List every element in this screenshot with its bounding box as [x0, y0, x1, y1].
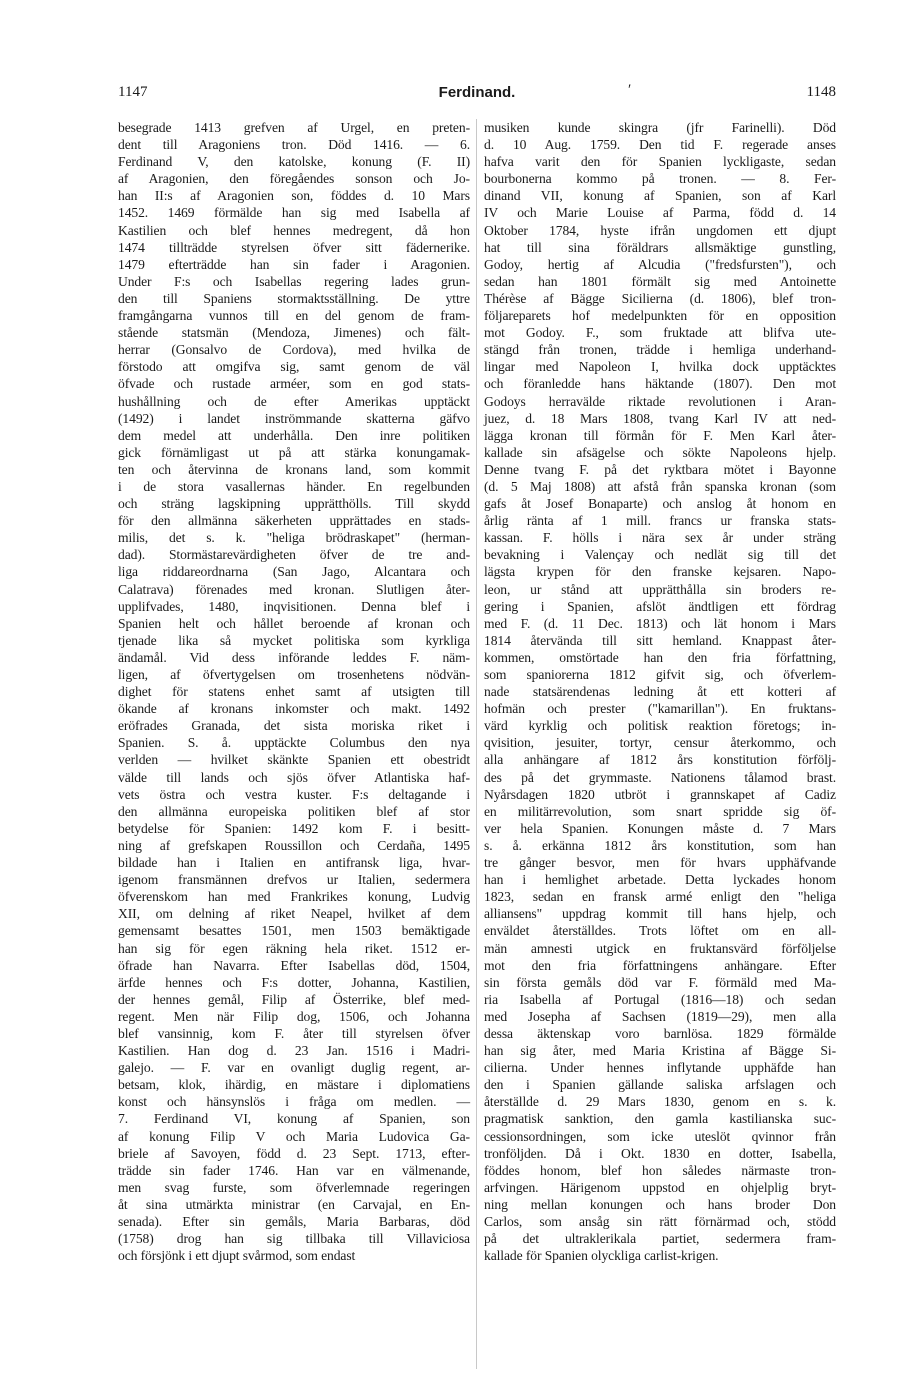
text-line: galejo. — F. var en ovanligt duglig regent, ar- [118, 1060, 470, 1076]
text-line: juez, d. 18 Mars 1808, tvang Karl IV att ned- [484, 410, 836, 426]
text-line: sin första gemåls död var F. förmäld med Ma- [484, 974, 836, 990]
text-line: cessionsordningen, som icke uteslöt qvinnor från [484, 1128, 836, 1144]
text-line: musiken kunde skingra (jfr Farinelli). Död [484, 120, 836, 135]
text-line: Thérèse af Bägge Sicilierna (d. 1806), blef tron- [484, 290, 836, 306]
text-line: besegrade 1413 grefven af Urgel, en preten- [118, 120, 470, 135]
text-line: i de stora vasallernas händer. En regelbunden [118, 478, 470, 494]
text-line: den allmänna europeiska politiken blef af stor [118, 803, 470, 819]
text-line: och försjönk i ett djupt svårmod, som endast [118, 1248, 356, 1264]
text-line: dad). Stormästarevärdigheten öfver de tre and- [118, 547, 470, 563]
text-line: hushållning och de efter Amerikas upptäckt [118, 393, 470, 409]
text-line: årlig ränta af 1 mill. francs ur franska stats- [484, 513, 836, 529]
text-line: den i Spanien gällande saliska arfslagen och [484, 1077, 836, 1093]
text-line: ärfde hennes och F:s dotter, Johanna, Kastilien, [118, 974, 470, 990]
text-line: trädde sin fader 1746. Han var en välmenande, [118, 1162, 470, 1178]
text-line: herrar (Gonsalvo de Cordova), med hvilka de [118, 342, 470, 358]
text-line: ning af grefskapen Roussillon och Cerdaña, 1495 [118, 837, 470, 853]
text-line: blef vansinnig, kom F. åter till styrelsen öfver [118, 1025, 470, 1041]
text-line: nade statsärendenas ledning åt ett kotteri af [484, 684, 836, 700]
text-line: Under F:s och Isabellas regering lades grun- [118, 273, 470, 289]
text-line: Godoy, hertig af Alcudia ("fredsfursten"), och [484, 256, 836, 272]
text-line: stående statsmän (Mendoza, Jimenes) och fält- [118, 325, 470, 341]
text-line: tronföljden. Då i Okt. 1830 en dotter, Isabella, [484, 1145, 836, 1161]
text-line: ten och återvinna de kronans land, som kommit [118, 461, 470, 477]
text-line: ökande af kronans inkomster och makt. 1492 [118, 701, 470, 717]
text-line: betsam, klok, ihärdig, en mästare i diplomatiens [118, 1077, 470, 1093]
text-line: Oktober 1784, hyste ifrån ungdomen ett djupt [484, 222, 836, 238]
page-number-right: 1148 [806, 84, 836, 100]
text-line: men svag furste, som öfverlemnade regeringen [118, 1179, 470, 1195]
text-line: Spanien helt och hållet beroende af kronan och [118, 615, 470, 631]
text-line: med F. (d. 11 Dec. 1813) och lät honom i Mars [484, 615, 836, 631]
text-line: ver hela Spanien. Konungen måste d. 7 Mars [484, 820, 836, 836]
text-line: hafva varit den för Spanien lyckligaste, sedan [484, 154, 836, 170]
text-line: tre gånger besvor, men för hvars upphäfvande [484, 855, 836, 871]
text-line: af konung Filip V och Maria Ludovica Ga- [118, 1128, 470, 1144]
text-line: 1474 tillträdde styrelsen öfver sitt fädernerike. [118, 239, 470, 255]
text-line: stängd från tronen, trädde i hemliga underhand- [484, 342, 836, 358]
text-line: ria Isabella af Portugal (1816—18) och sedan [484, 991, 836, 1007]
text-line: regent. Men när Filip dog, 1506, och Johanna [118, 1008, 470, 1024]
text-line: cilierna. Under hennes inflytande upphäfde han [484, 1060, 836, 1076]
text-line: der hennes gemål, Filip af Österrike, blef med- [118, 991, 470, 1007]
text-line: milis, det s. k. "heliga brödraskapet" (herman- [118, 530, 470, 546]
text-line: arfvingen. Härigenom uppstod en ohjelplig bryt- [484, 1179, 836, 1195]
text-line: mot Godoy. F., som fruktade att blifva ute- [484, 325, 836, 341]
text-line: Denne tvang F. på det ryktbara mötet i Bayonne [484, 461, 836, 477]
text-line: kallade sin afsägelse och sökte Napoleons hjelp. [484, 444, 836, 460]
text-line: mot den fria författningens anhängare. Efter [484, 957, 836, 973]
text-line: hat till sina föräldrars allsmäktige gunstling, [484, 239, 836, 255]
text-line: dent till Aragoniens tron. Död 1416. — 6. [118, 137, 470, 153]
text-line: 1814 återvända till sitt hemland. Knappast åter- [484, 632, 836, 648]
text-line: åt sina utmärkta ministrar (en Carvajal, en En- [118, 1196, 470, 1212]
text-line: välde till lands och sjös öfver Atlantiska haf- [118, 769, 470, 785]
text-line: män amnesti utgick en fruktansvärd förföljelse [484, 940, 836, 956]
text-line: s. å. erkänna 1812 års konstitution, som han [484, 837, 836, 853]
text-line: kommen, omstörtade han den fria författning, [484, 649, 836, 665]
text-line: en militärrevolution, som snart spridde sig öf- [484, 803, 836, 819]
page-number-left: 1147 [118, 84, 148, 100]
text-line: och föranledde hans häktande (1807). Den mot [484, 376, 836, 392]
running-title: Ferdinand. [438, 84, 516, 101]
text-line: sedan han 1801 förmält sig med Antoinette [484, 273, 836, 289]
text-line: han sig åter, med Maria Kristina af Bägge Si- [484, 1043, 836, 1059]
text-line: des på det grymmaste. Nationens tålamod brast. [484, 769, 836, 785]
text-line: lägga kronan till förmån för F. Men Karl åter- [484, 427, 836, 443]
text-line: framgångarna vunnos till en del genom de fram- [118, 308, 470, 324]
text-line: Ferdinand V, den katolske, konung (F. II) [118, 154, 470, 170]
stray-mark: ′ [628, 82, 632, 98]
text-line: öfvade och rustade arméer, som en god stats- [118, 376, 470, 392]
text-line: tjenade lika så mycket politiska som kyrkliga [118, 632, 470, 648]
text-line: bevakning i Valençay och nedlät sig till det [484, 547, 836, 563]
text-line: (1758) drog han sig tillbaka till Villaviciosa [118, 1231, 470, 1247]
text-line: dinand VII, konung af Spanien, son af Karl [484, 188, 836, 204]
text-line: gemensamt besattes 1501, men 1503 bemäktigade [118, 923, 470, 939]
text-line: ning mellan konungen och hans broder Don [484, 1196, 836, 1212]
text-line: gafs åt Josef Bonaparte) och anslog åt honom en [484, 496, 836, 512]
text-line: upplifvades, 1480, inqvisitionen. Denna blef i [118, 598, 470, 614]
page-header [118, 84, 836, 108]
text-line: bourbonerna kommo på tronen. — 8. Fer- [484, 171, 836, 187]
text-line: 1823, sedan en fransk armé enligt den "heliga [484, 889, 836, 905]
text-line: liga riddareordnarna (San Jago, Alcantara och [118, 564, 470, 580]
text-line: dem medel att underhålla. Den inre politiken [118, 427, 470, 443]
text-line: 7. Ferdinand VI, konung af Spanien, son [118, 1111, 470, 1127]
text-line: Godoys herravälde riktade revolutionen i Aran- [484, 393, 836, 409]
text-line: Carlos, som ansåg sin rätt förnärmad och, stödd [484, 1214, 836, 1229]
left-text-column [118, 119, 470, 1264]
text-line: 1452. 1469 förmälde han sig med Isabella af [118, 205, 470, 221]
text-line: betydelse för Spanien: 1492 kom F. i besitt- [118, 820, 470, 836]
text-line: följareparets hof medelpunkten för en opposition [484, 308, 836, 324]
text-line: gick förnämligast ut på att stärka konungamak- [118, 444, 470, 460]
text-line: alla anhängare af 1812 års konstitution förfölj- [484, 752, 836, 768]
text-line: leon, ur stånd att upprätthålla sin broders re- [484, 581, 836, 597]
text-line: (1492) i landet inströmmande skatterna gäfvo [118, 410, 470, 426]
text-line: vets östra och vestra kuster. F:s deltagande i [118, 786, 470, 802]
text-line: hofmän och prester ("kamarillan"). En fruktans- [484, 701, 836, 717]
text-line: alliansens" uppdrag kommit till hans hjelp, och [484, 906, 836, 922]
text-line: enväldet återställdes. Trots löftet om en all- [484, 923, 836, 939]
text-line: af Aragonien, den föregåendes sonson och Jo- [118, 171, 470, 187]
text-line: 1479 efterträdde han sin fader i Aragonien. [118, 256, 470, 272]
text-line: öfverenskom han med Frankrikes konung, Ludvig [118, 889, 470, 905]
text-line: (d. 5 Maj 1808) att afstå från spanska kronan (som [484, 478, 836, 494]
text-line: återställde d. 29 Mars 1830, genom en s. k. [484, 1094, 836, 1110]
text-line: verlden — hvilket skänkte Spanien ett obestridt [118, 752, 470, 768]
text-line: föddes honom, blef hon således närmaste tron- [484, 1162, 836, 1178]
right-text-column [484, 119, 836, 1264]
text-line: konst och hänsynslös i fråga om medlen. — [118, 1094, 470, 1110]
text-line: han sig för egen räkning hela riket. 1512 er- [118, 940, 470, 956]
text-line: med Josepha af Sachsen (1819—29), men alla [484, 1008, 836, 1024]
text-line: förstodo att omgifva sig, samt genom de väl [118, 359, 470, 375]
text-line: Kastilien. Han dog d. 23 Jan. 1516 i Madri- [118, 1043, 470, 1059]
text-line: Spanien. S. å. upptäckte Columbus den nya [118, 735, 470, 751]
text-line: briele af Savoyen, född d. 23 Sept. 1713, efter- [118, 1145, 470, 1161]
text-line: bildade han i Italien en antifransk liga, hvar- [118, 855, 470, 871]
text-line: XII, om delning af riket Neapel, hvilket af dem [118, 906, 470, 922]
text-line: gering i Spanien, afslöt ändtligen ett fördrag [484, 598, 836, 614]
text-line: Kastilien och blef hennes medregent, då hon [118, 222, 470, 238]
text-line: Nyårsdagen 1820 utbröt i grannskapet af Cadiz [484, 786, 836, 802]
column-divider [476, 119, 477, 1369]
text-line: öfrade han Navarra. Efter Isabellas död, 1504, [118, 957, 470, 973]
text-line: värd kyrklig och politisk reaktion företogs; in- [484, 718, 836, 734]
text-line: pragmatisk sanktion, den gamla kastilianska suc- [484, 1111, 836, 1127]
text-line: d. 10 Aug. 1759. Den tid F. regerade anses [484, 137, 836, 153]
text-line: qvisition, jesuiter, tortyr, censur återkommo, och [484, 735, 836, 751]
text-line: lägsta krypen för den franske kejsaren. Napo- [484, 564, 836, 580]
text-line: den till Spaniens stormaktsställning. De yttre [118, 290, 470, 306]
text-line: för den allmänna säkerheten upprättades en stads- [118, 513, 470, 529]
text-line: han i hemlighet arbetade. Detta lyckades honom [484, 872, 836, 888]
text-line: dighet för statens enhet samt af utsigten till [118, 684, 470, 700]
text-line: dessa äktenskap voro barnlösa. 1829 förmälde [484, 1025, 836, 1041]
text-line: som spaniorerna 1812 gifvit sig, och öfverlem- [484, 667, 836, 682]
text-line: på det ultraklerikala partiet, sedermera fram- [484, 1231, 836, 1247]
text-line: kassan. F. hölls i nära sex år under sträng [484, 530, 836, 546]
text-line: kallade för Spanien olyckliga carlist-krigen. [484, 1248, 719, 1264]
text-line: Calatrava) förenades med kronan. Slutligen åter- [118, 581, 470, 597]
text-line: och sträng lagskipning upprätthölls. Till skydd [118, 496, 470, 512]
text-line: lingar med Napoleon I, hvilka dock upptäcktes [484, 359, 836, 375]
text-line: IV och Marie Louise af Parma, född d. 14 [484, 205, 836, 221]
text-line: igenom fransmännen drefvos ur Italien, sedermera [118, 872, 470, 888]
text-line: senada). Efter sin gemåls, Maria Barbaras, död [118, 1214, 470, 1229]
text-line: eröfrades Granada, det sista moriska riket i [118, 718, 470, 734]
text-line: han II:s af Aragonien son, föddes d. 10 Mars [118, 188, 470, 204]
text-line: ligen, af öfvertygelsen om trosenhetens nödvän- [118, 667, 470, 682]
text-line: ändamål. Vid dess införande leddes F. näm- [118, 649, 470, 665]
